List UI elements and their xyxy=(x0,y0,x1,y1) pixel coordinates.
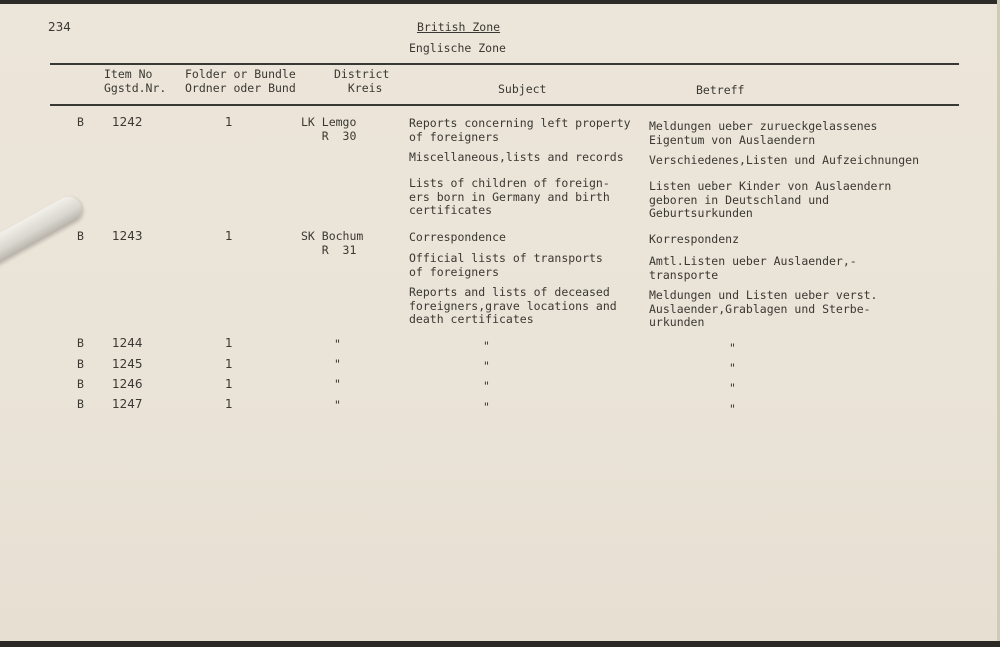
row-letter: B xyxy=(77,397,84,411)
ditto-mark: " xyxy=(334,377,341,391)
page-bottom-edge xyxy=(0,641,1000,647)
subject-cell: Official lists of transports of foreigners xyxy=(409,251,603,279)
ditto-mark: " xyxy=(334,357,341,371)
page-title: British Zone xyxy=(417,20,501,34)
row-letter: B xyxy=(77,229,84,243)
item-number: 1243 xyxy=(112,229,143,243)
betreff-cell: Meldungen und Listen ueber verst. Auslaender,Grablagen und Sterbe- urkunden xyxy=(649,288,878,330)
item-number: 1245 xyxy=(112,357,143,371)
column-header-item: Item No Ggstd.Nr. xyxy=(104,67,167,95)
subject-cell: Reports concerning left property of foreigners xyxy=(409,116,631,144)
district-cell: SK Bochum R 31 xyxy=(301,229,364,257)
item-number: 1247 xyxy=(112,397,143,411)
ditto-mark: " xyxy=(483,359,490,373)
subject-cell: Reports and lists of deceased foreigners,grave locations and death certificates xyxy=(409,285,617,327)
ditto-mark: " xyxy=(483,339,490,353)
betreff-cell: Amtl.Listen ueber Auslaender,- transporte xyxy=(649,254,857,282)
betreff-cell: Verschiedenes,Listen und Aufzeichnungen xyxy=(649,153,920,167)
column-header-folder: Folder or Bundle Ordner oder Bund xyxy=(185,67,296,95)
column-header-subject: Subject xyxy=(498,82,547,96)
item-number: 1242 xyxy=(112,115,143,129)
row-letter: B xyxy=(77,377,84,391)
ditto-mark: " xyxy=(729,402,736,416)
betreff-cell: Listen ueber Kinder von Auslaendern geboren in Deutschland und Geburtsurkunden xyxy=(649,179,892,221)
subject-cell: Correspondence xyxy=(409,230,506,244)
subject-cell: Lists of children of foreign- ers born in Germany and birth certificates xyxy=(409,176,610,218)
header-top-rule xyxy=(50,63,959,65)
folder-count: 1 xyxy=(225,115,233,129)
row-letter: B xyxy=(77,357,84,371)
subject-cell: Miscellaneous,lists and records xyxy=(409,150,624,164)
district-cell: LK Lemgo R 30 xyxy=(301,115,357,143)
ditto-mark: " xyxy=(483,379,490,393)
folder-count: 1 xyxy=(225,336,233,350)
header-bottom-rule xyxy=(50,104,959,106)
betreff-cell: Korrespondenz xyxy=(649,232,740,246)
row-letter: B xyxy=(77,115,84,129)
ditto-mark: " xyxy=(729,381,736,395)
column-header-betreff: Betreff xyxy=(696,83,745,97)
folder-count: 1 xyxy=(225,357,233,371)
betreff-cell: Meldungen ueber zurueckgelassenes Eigentum von Auslaendern xyxy=(649,119,878,147)
column-header-district: District Kreis xyxy=(334,67,390,95)
folder-count: 1 xyxy=(225,377,233,391)
row-letter: B xyxy=(77,336,84,350)
page-number: 234 xyxy=(48,20,71,34)
folder-count: 1 xyxy=(225,397,233,411)
page-top-edge xyxy=(0,0,1000,4)
item-number: 1246 xyxy=(112,377,143,391)
ditto-mark: " xyxy=(334,337,341,351)
ditto-mark: " xyxy=(729,361,736,375)
stylus-object xyxy=(0,192,86,292)
item-number: 1244 xyxy=(112,336,143,350)
ditto-mark: " xyxy=(729,341,736,355)
folder-count: 1 xyxy=(225,229,233,243)
page-subtitle: Englische Zone xyxy=(409,41,506,55)
ditto-mark: " xyxy=(483,400,490,414)
ditto-mark: " xyxy=(334,398,341,412)
